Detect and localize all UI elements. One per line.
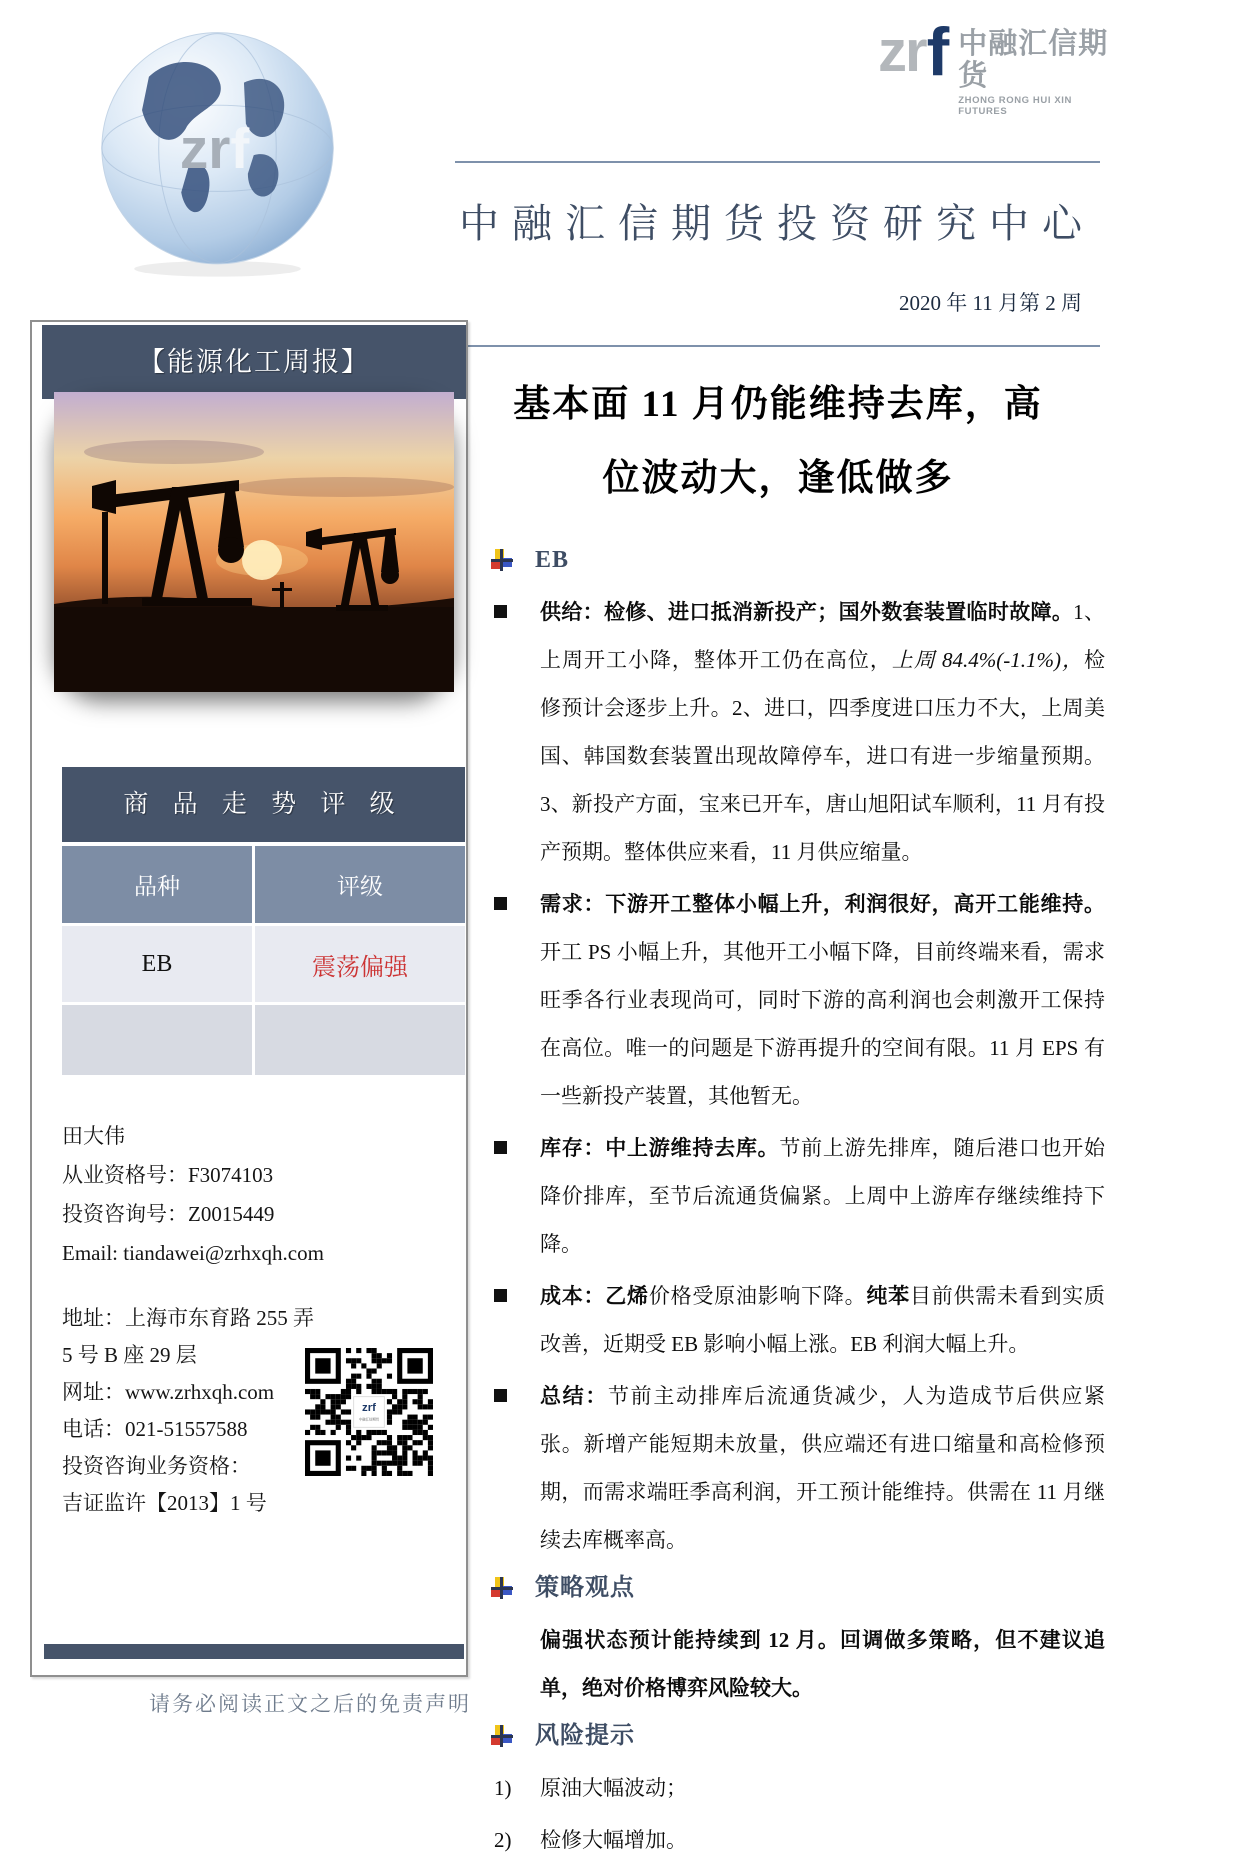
rating-rating-value: 震荡偏强 [255, 926, 465, 1002]
rating-table-title: 商 品 走 势 评 级 [62, 767, 465, 842]
section-header-label: EB [535, 547, 570, 573]
section-bullet-icon [491, 1725, 513, 1747]
rating-col-rating: 评级 [255, 846, 465, 923]
company-logo [878, 14, 1118, 117]
square-bullet [494, 1289, 507, 1302]
rating-variety-value: EB [62, 926, 252, 1002]
square-bullet [494, 1389, 507, 1402]
report-paragraph: 库存：中上游维持去库。节前上游先排库，随后港口也开始降价排库，至节后流通货偏紧。上周中上游库存继续维持下降。 [485, 1124, 1105, 1268]
svg-text:zrf: zrf [179, 117, 250, 181]
report-title-line1: 基本面 11 月仍能维持去库，高 [513, 384, 1043, 425]
rating-table-header [62, 846, 465, 923]
analyst-qualification: 从业资格号：F3074103 [62, 1163, 274, 1187]
globe-logo-image [95, 16, 340, 284]
svg-text:zrf: zrf [362, 1401, 376, 1414]
footer-disclaimer: 请务必阅读正文之后的免责声明 [149, 1692, 471, 1716]
logo-f-text: f [926, 14, 950, 90]
analyst-email: Email: tiandawei@zrhxqh.com [62, 1241, 324, 1265]
sidebar-frame [30, 320, 468, 1677]
report-paragraph: 偏强状态预计能持续到 12 月。回调做多策略，但不建议追单，绝对价格博弈风险较大。 [540, 1628, 1105, 1700]
section-header-label: 策略观点 [535, 1575, 635, 1601]
header-divider-top [455, 161, 1100, 163]
header-divider-bottom [455, 345, 1100, 347]
rating-variety-empty [62, 1005, 252, 1075]
section-header [485, 536, 1105, 584]
report-title-line2: 位波动大，逢低做多 [602, 458, 954, 499]
section-bullet-icon [491, 549, 513, 571]
oil-pumpjack-photo [54, 392, 454, 692]
rating-table-row [62, 926, 465, 1002]
company-contact [62, 1300, 322, 1522]
license-label: 投资咨询业务资格： [62, 1454, 251, 1478]
logo-company-name-en: ZHONG RONG HUI XIN FUTURES [958, 95, 1072, 117]
section-header [485, 1564, 1105, 1612]
report-paragraph: 总结：节前主动排库后流通货减少，人为造成节后供应紧张。新增产能短期未放量，供应端还有进口缩量和高检修预期，而需求端旺季高利润，开工预计能维持。供需在 11 月继续去库概率高。 [485, 1372, 1105, 1564]
sidebar-banner: 【能源化工周报】 [42, 325, 466, 399]
research-center-title: 中融汇信期货投资研究中心 [459, 201, 1095, 246]
issue-date: 2020 年 11 月第 2 周 [899, 291, 1082, 315]
analyst-info [62, 1117, 324, 1273]
qr-code [299, 1348, 439, 1476]
company-phone: 电话：021-51557588 [62, 1417, 248, 1441]
section-bullet-icon [491, 1577, 513, 1599]
license-number: 吉证监许【2013】1 号 [62, 1491, 267, 1515]
square-bullet [494, 1141, 507, 1154]
section-header [485, 1712, 1105, 1760]
square-bullet [494, 605, 507, 618]
list-number: 2) [494, 1828, 512, 1852]
report-paragraph: 成本：乙烯价格受原油影响下降。纯苯目前供需未看到实质改善，近期受 EB 影响小幅上涨。EB 利润大幅上升。 [485, 1272, 1105, 1368]
rating-rating-empty [255, 1005, 465, 1075]
report-body [485, 536, 1105, 1864]
logo-company-name-cn: 中融汇信期货 [958, 28, 1109, 92]
analyst-advisor-no: 投资咨询号：Z0015449 [62, 1202, 275, 1226]
rating-col-variety: 品种 [62, 846, 252, 923]
report-paragraph: 2) 检修大幅增加。 [485, 1816, 1105, 1864]
square-bullet [494, 897, 507, 910]
section-header-label: 风险提示 [535, 1723, 635, 1749]
analyst-name: 田大伟 [62, 1124, 125, 1148]
company-address: 地址：上海市东育路 255 弄 5 号 B 座 29 层 [62, 1306, 314, 1367]
company-website: 网址：www.zrhxqh.com [62, 1380, 275, 1404]
list-number: 1) [494, 1776, 512, 1800]
report-paragraph: 1) 原油大幅波动； [485, 1764, 1105, 1812]
report-title [452, 368, 1104, 516]
svg-text:中融汇信期货: 中融汇信期货 [358, 1417, 380, 1422]
sidebar-bottom-bar [44, 1644, 464, 1659]
rating-table-row [62, 1005, 465, 1075]
report-paragraph: 需求：下游开工整体小幅上升，利润很好，高开工能维持。开工 PS 小幅上升，其他开工小幅下降，目前终端来看，需求旺季各行业表现尚可，同时下游的高利润也会刺激开工保持在高位。唯一的问题是下游再提升的空间有限。11 月 EPS 有一些新投产装置，其他暂无。 [485, 880, 1105, 1120]
logo-zr-text: zr [878, 19, 926, 84]
report-paragraph: 供给：检修、进口抵消新投产；国外数套装置临时故障。1、上周开工小降，整体开工仍在高位，上周 84.4%(-1.1%)，检修预计会逐步上升。2、进口，四季度进口压力不大，上周美国、韩国数套装置出现故障停车，进口有进一步缩量预期。3、新投产方面，宝来已开车，唐山旭阳试车顺利，11 月有投产预期。整体供应来看，11 月供应缩量。 [485, 588, 1105, 876]
